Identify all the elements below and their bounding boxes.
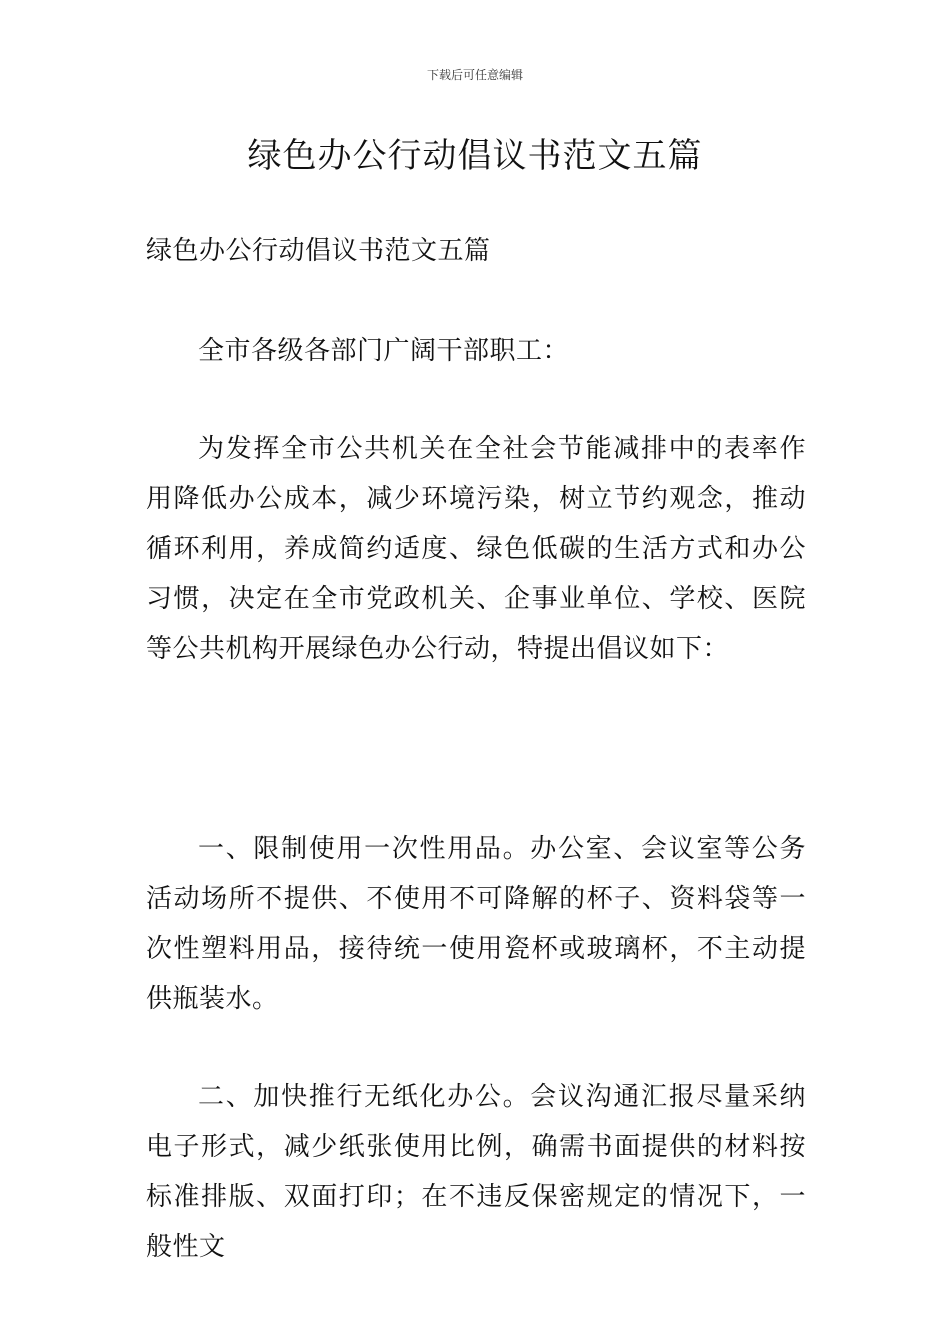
paragraph-item-1: 一、限制使用一次性用品。办公室、会议室等公务活动场所不提供、不使用不可降解的杯子、资料袋等一次性塑料用品，接待统一使用瓷杯或玻璃杯，不主动提供瓶装水。: [146, 834, 806, 1014]
paragraph-item-2: 二、加快推行无纸化办公。会议沟通汇报尽量采纳电子形式，减少纸张使用比例，确需书面提供的材料按标准排版、双面打印；在不违反保密规定的情况下，一般性文: [146, 1082, 806, 1262]
salutation: 全市各级各部门广阔干部职工：: [198, 336, 570, 366]
document-subtitle: 绿色办公行动倡议书范文五篇: [146, 236, 491, 266]
paragraph-intro: 为发挥全市公共机关在全社会节能减排中的表率作用降低办公成本，减少环境污染，树立节约观念，推动循环利用，养成简约适度、绿色低碳的生活方式和办公习惯，决定在全市党政机关、企事业单位、学校、医院等公共机构开展绿色办公行动，特提出倡议如下：: [146, 434, 806, 664]
document-title: 绿色办公行动倡议书范文五篇: [247, 136, 703, 176]
header-note: 下载后可任意编辑: [426, 68, 523, 82]
